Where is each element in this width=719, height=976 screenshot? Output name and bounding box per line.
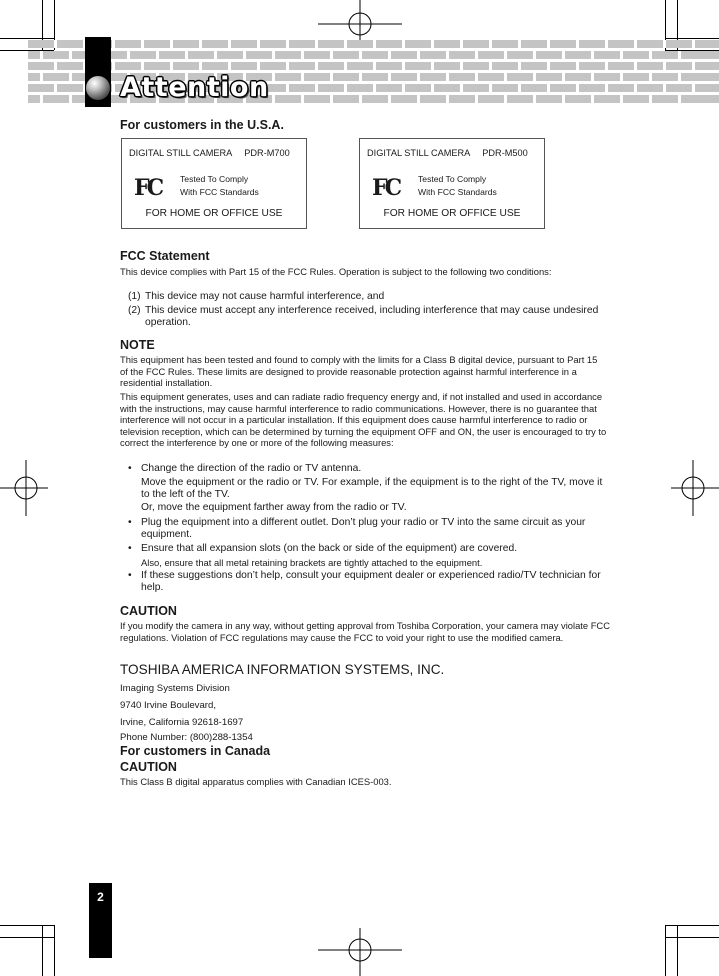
page-title: Attention [120,72,269,103]
company-street: 9740 Irvine Boulevard, [120,700,216,711]
fcc-item-2-num: (2) [128,305,141,316]
fcc-label-m700 [121,138,307,229]
fcc-label-model-line: DIGITAL STILL CAMERA PDR-M500 [367,148,528,158]
bullet-icon: • [128,517,132,528]
caution-heading: CAUTION [120,604,177,618]
note-measure-1: Change the direction of the radio or TV antenna. [141,463,362,474]
company-name: TOSHIBA AMERICA INFORMATION SYSTEMS, INC. [120,662,445,677]
note-measure-2: Plug the equipment into a different outlet. Don’t plug your radio or TV into the same circuit as your equipment. [141,517,586,540]
note-measure-3-detail: Also, ensure that all metal retaining brackets are tightly attached to the equipment. [141,557,483,568]
note-measure-1-detail: Move the equipment or the radio or TV. For example, if the equipment is to the right of the TV, move it to the left of the TV. [141,477,603,500]
caution-text: If you modify the camera in any way, without getting approval from Toshiba Corporation, your camera may violate FCC regulations. Violation of FCC regulations may cause the FCC to void your right to use the modified camera. [120,620,610,643]
note-measure-3: Ensure that all expansion slots (on the back or side of the equipment) are covered. [141,543,518,554]
canada-heading: For customers in Canada [120,744,271,758]
company-phone: Phone Number: (800)288-1354 [120,732,253,743]
note-paragraph-2: This equipment generates, uses and can radiate radio frequency energy and, if not installed and used in accordance with the instructions, may cause harmful interference to radio communications. However, there is no guarantee that interference will not occur in a particular installation. If this equipment does cause harmful interference to radio or television reception, which can be determined by turning the equipment OFF and ON, the user is encouraged to try to correct the interference by one or more of the following measures: [120,391,607,448]
registration-target-right [671,460,719,516]
fcc-label-model-line: DIGITAL STILL CAMERA PDR-M700 [129,148,290,158]
page-number: 2 [97,890,104,904]
fcc-label-use: FOR HOME OR OFFICE USE [145,208,283,219]
canada-caution-heading: CAUTION [120,760,177,774]
fcc-label-compliance: Tested To Comply With FCC Standards [418,174,497,197]
note-measure-4: If these suggestions don’t help, consult your equipment dealer or experienced radio/TV technician for help. [141,570,601,593]
canada-text: This Class B digital apparatus complies with Canadian ICES-003. [120,776,392,787]
note-paragraph-1: This equipment has been tested and found to comply with the limits for a Class B digital device, pursuant to Part 15 of the FCC Rules. These limits are designed to provide reasonable protection against harmful interference in a residential installation. [120,354,598,388]
note-heading: NOTE [120,338,155,352]
fcc-item-2: This device must accept any interference received, including interference that may cause undesired operation. [145,305,599,328]
registration-target-bottom [318,928,402,976]
registration-target-left [0,460,48,516]
bullet-icon: • [128,463,132,474]
note-measure-1-alt: Or, move the equipment farther away from the radio or TV. [141,502,407,513]
bullet-icon: • [128,570,132,581]
fcc-intro: This device complies with Part 15 of the FCC Rules. Operation is subject to the following two conditions: [120,266,552,277]
fcc-label-use: FOR HOME OR OFFICE USE [383,208,521,219]
fcc-item-1-num: (1) [128,291,141,302]
fcc-heading: FCC Statement [120,249,210,263]
fcc-label-m500 [359,138,545,229]
bullet-icon: • [128,543,132,554]
usa-heading: For customers in the U.S.A. [120,118,284,132]
company-division: Imaging Systems Division [120,683,230,694]
fcc-logo-icon: FC [134,175,162,201]
fcc-item-1: This device may not cause harmful interference, and [145,291,385,302]
fcc-label-compliance: Tested To Comply With FCC Standards [180,174,259,197]
header-ball-icon [86,76,110,100]
fcc-logo-icon: FC [372,175,400,201]
company-city: Irvine, California 92618-1697 [120,717,244,728]
